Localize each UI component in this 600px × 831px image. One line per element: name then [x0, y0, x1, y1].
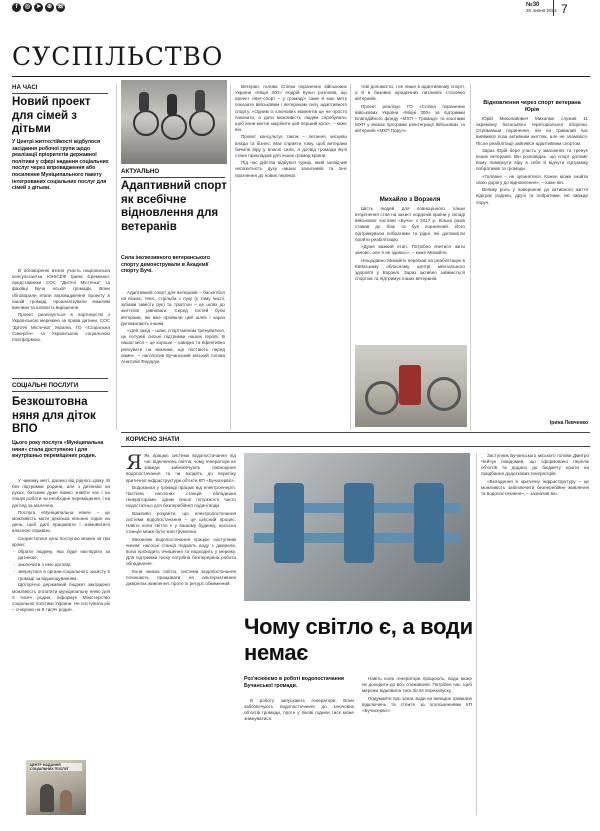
water-col-1: Я Як працює система водопостачання під час відключень світла, чому генератори не завжди забезпечують повноцінне водопостачання та чи входять до переліку критичної інфраструктури об'єкти КП «Бучасервіс». Водоканал у громаді працює від електроенергії. Частина насосних станцій обладнана генераторами, однак їхньої потужності часто недостатньо для безперебійної подачі води. Важливо розуміти, що електропостачання системи водопостачання – це цілісний процес. Навіть коли світло є у вашому будинку, насосна станція може бути знеструмлена. Механізм водопостачання працює наступним чином: насосні станції подають воду з джерела, вона проходить очищення та надходить у мережу. Для підтримки тиску потрібна безперервна робота обладнання. Коли зникає світло, системи водопостачання починають працювати на альтернативних джерелах живлення, проте їх ресурс обмежений. [126, 450, 236, 586]
tag-useful: КОРИСНО ЗНАТИ [126, 436, 180, 443]
telegram-icon[interactable]: ➤ [35, 4, 42, 10]
list-item: - заключити з нею договір; [12, 562, 110, 568]
divider [121, 446, 590, 447]
website-icon[interactable]: ⊕ [46, 4, 53, 10]
facebook-icon[interactable]: f [12, 3, 21, 12]
headline-adaptive-sport: Адаптивний спорт як всебічне відновлення для ветеранів [121, 180, 227, 233]
water-col-2: В роботу запускають генератори. Вони забезпечують водопостачання до ключових об'єктів громади, проте у пікові години тиск може знижуватися. [244, 698, 354, 722]
article-free-nanny: У чимому меті, далеко від рідного дому, їй без підтримки родини, але з дитиною на руках, батькам дуже важко знайти час і на пошук роботи чи необхідне переміщення, і на догляд за малечею. Послуга «Муніципальна няня» – це можливість мати декілька вільних годин на день, щоб далі працювати і знімоватися власною справою. Скористатися цією послугою можна за три кроки: - обрати людину, яка буде наглядати за дитиною; - заключити з нею договір; - звернутися в органи соціального захисту в громаді за відшкодуванням. Щоторічно державний бюджет закладено можливість оплатити муніципальну няню для 3 тисяч родин, інформує Міністерство соціальної політики України. Не поступила рік – очікуємо на 6 тисяч родин. [12, 478, 110, 614]
article-mykhailo: Шість людей для повноцінного тільки вторгнення став на захист кордонів країни у складі військової частини «Буча» з 2017 р. Кілька разів ставав до бою та був поранений. Його підтримували побратими та рідні, які допомогли пройти реабілітацію. «Дуже важкий етап. Потрібно вчитися жити заново, але я не здаюсь», – каже Михайло. Нещодавно Михайло переїхав на реабілітацію в Київському обласному центрі ментального здоров'я у Ворзелі. Зараз активно займається спортом та підтримує інших ветеранів. [355, 206, 465, 282]
section-rule [12, 76, 590, 77]
headline-water: Чому світло є, а води немає [244, 614, 473, 665]
lead-water: Роз'яснюємо в роботі водопостачання Бучанської громади. [244, 676, 344, 689]
drop-cap: Я [126, 450, 143, 474]
divider [12, 93, 108, 94]
divider [12, 391, 108, 392]
headline-free-nanny: Безкоштовна няня для діток ВПО [12, 396, 96, 435]
article-adaptive-sport-b: Ветеран, голова Спілки поранених військових України «Міцні 300» Андрій Куньч розповів, що проект «Вет-спорт – у громаді» саме й має мету показати військовим і ветеранам силу адаптивного спорту. «Одним із ключових моментів це не просто показати, а дати можливість людям спробувати, щоб вони могли закріпити цей перший крок», – каже він. Проект консультує також – летання, місцева влада та бізнес. Має сприяти тому, щоб ветерани бачили віру у власні сили, а досвід громади Бучі стане прикладом для інших громад країни. Під час дійства відбувся турнір, який засвідчив непохитність духу наших захисників та їхнє прагнення до нових перемог. [235, 84, 347, 178]
wheelchair-sport-photo [121, 80, 227, 164]
article-adaptive-sport-a: Адаптивний спорт для ветеранів – баскетбол на візках, теніс, стрільба з луку (у тому числі, зубами замість рук) та тріатлон – це шлях до життєвої рівноваги. Серед гостей були ветерани, які вже пройшли цей шлях і зараз допомагають іншим. «Цей захід – шанс спортсменам тренуватися, це потужні сильні підтримки наших героїв. В нашої місії – це хороше – швидко та ефективно реагувати на виклики, що постають перед нами», – наголосив Бучанський міський голова Анатолій Федорук. [121, 290, 225, 364]
article-adaptive-sport-c: тові допомогти, і не лише в адаптивному спорті, а й в базових юридичних питаннях стосовно ветеранів. Проект реалізує ГО «Спілка поранених військових України «Міцні 300» за підтримки Благодійного фонду «МХП – Громаді» та коштами МХП у межах програми реінтеграції військових та ветеранів «МХП Поруч». [355, 84, 465, 134]
headline-yurii: Відновлення через спорт ветерана Юрія [483, 100, 581, 113]
headline-new-project: Новий проект для сімей з дітьми [12, 96, 91, 135]
instagram-icon[interactable]: ◎ [24, 4, 31, 10]
pump-station-photo [244, 453, 470, 601]
article-yurii: Юрій Миколайович Михалюк служив 11 окремому батальйоні територіальної оборони. Отримавши поранення, він на тривалий час виявився поза активним життям, але не зламався. Після реабілітації зайнявся адаптивним спортом. Зараз Юрій бере участь у змаганнях та тренує інших ветеранів. Він розповідає, що спорт допоміг йому повернути віру в себе й відчути підтримку побратимів та громади. «Головне – не зупинятися. Кожен може знайти свою дорогу до відновлення», – каже він. Велику роль у поверненні до активного життя відіграє родина, друзі та побратими, які завжди поруч. [476, 116, 588, 205]
list-item: - обрати людину, яка буде наглядати за дитиною; [12, 549, 110, 561]
author-signature: Ірина Левченко [549, 420, 588, 426]
header-divider [553, 0, 554, 16]
tag-na-chasi: НА ЧАСІ [12, 84, 38, 91]
divider [121, 177, 225, 178]
divider [121, 432, 590, 433]
subhead-mykhailo: Михайло з Ворзеля [379, 196, 441, 203]
page-number: 7 [561, 2, 568, 16]
lead-free-nanny: Цього року послуга «Муніципальна няня» стала доступною і для внутрішньо переміщених родин. [12, 440, 104, 460]
water-col-3: Навіть коли генератори працюють, вода може не доходити до всіх споживачів. Потрібен час, щоб мережа відновила тиск після перезапуску. Подумайте про запас води на випадок тривалих відключень та стежте за оголошеннями КП «Бучасервіс». [362, 676, 472, 713]
steps-list [12, 549, 110, 581]
tag-actual: АКТУАЛЬНО [121, 168, 160, 175]
nanny-photo [26, 760, 86, 815]
issue-number: №30 [526, 2, 540, 8]
section-title: СУСПІЛЬСТВО [12, 42, 224, 71]
center-badge: ЦЕНТР НАДАННЯ СОЦІАЛЬНИХ ПОСЛУГ [30, 763, 82, 771]
water-col-4: Заступник Бучанського міського голови Дмитро Чейчук повідомив, що сформовано перелік об'єктів та додано до бюджету кошти на придбання додаткових генераторів. «Вкладення в критичну інфраструктуру – це можливість забезпечити безперебійне живлення та водопостачання», – зазначив він. [481, 453, 589, 497]
article-new-project: В обговоренні взяли участь національна консультантка ЮНІСЕФ Ірина Єременко, представники СОС “Дитячі Містечка” та фахівці Буча нської громади. Вони обговорили етапи впровадження проекту в нашій громаді, проаналізували можливі виклики та шляхи їх вирішення. Проект реалізується в партнерстві з Українською мережею за права дитини, СОС “Дитячі Містечка” Україна, ГО «Соціальна Синергія» та Українською соціальною платформою. [12, 268, 110, 342]
issue-date: 25 липня 2024 [526, 8, 557, 13]
tag-social-services: СОЦІАЛЬНІ ПОСЛУГИ [12, 382, 79, 389]
rehab-bike-photo [355, 345, 467, 427]
divider [12, 378, 108, 379]
viber-icon[interactable]: ☏ [56, 4, 65, 10]
lead-new-project: У Центрі життєстійкості відбулося засідання робочої групи щодо реалізації пріоритетів державної політики у сфері надання соціальних послуг через впровадження або посилення Муніципального пакету інтегрованих соціальних послуг для сімей з дітьми. [12, 139, 109, 192]
list-item: - звернутися в органи соціального захисту в громаді за відшкодуванням. [12, 569, 110, 581]
lead-adaptive-sport: Сила інклюзивного ветеранського спорту демонстрували в Академії спорту Бучі. [121, 255, 211, 275]
